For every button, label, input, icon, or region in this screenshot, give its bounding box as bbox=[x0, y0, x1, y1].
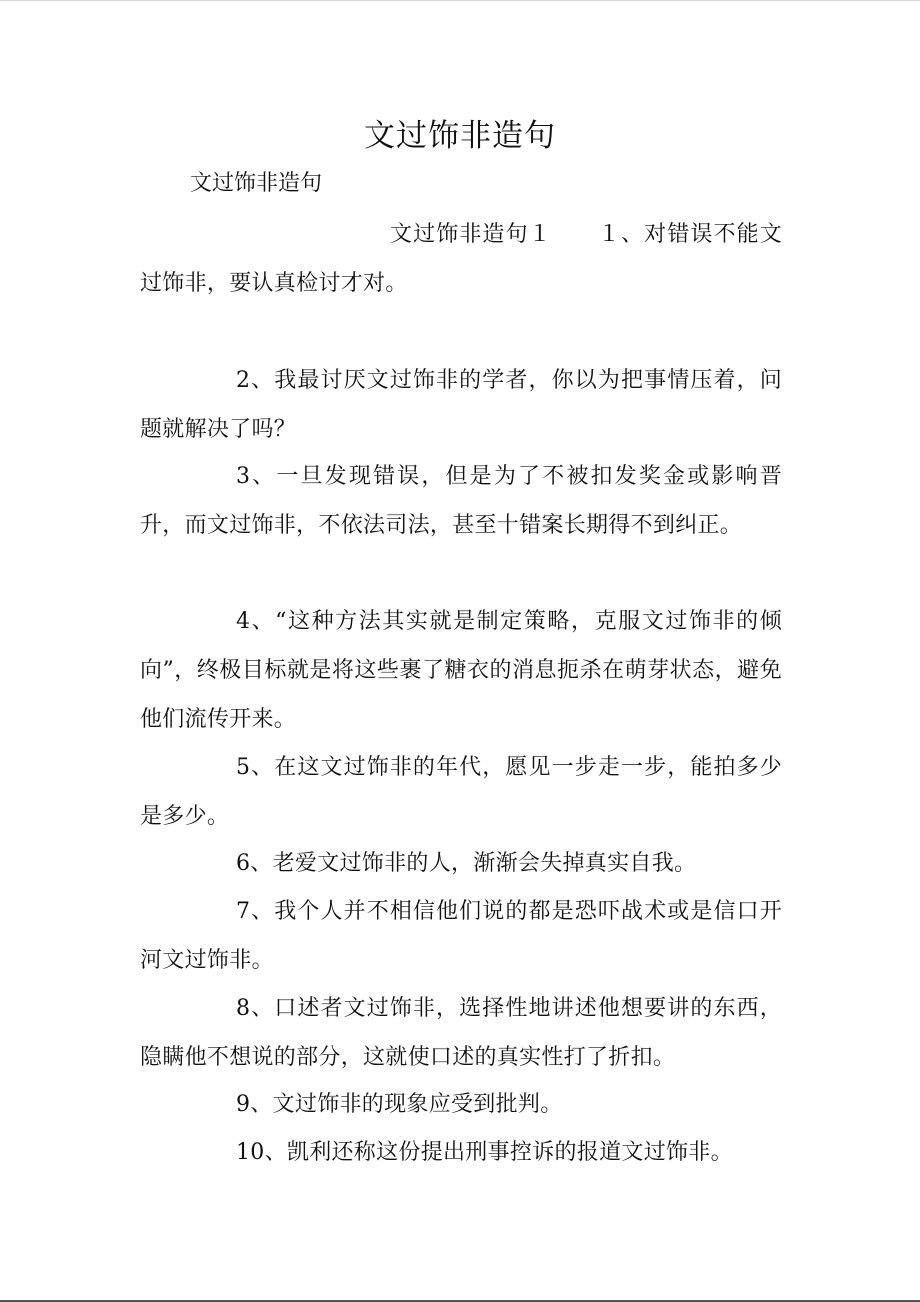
page-title: 文过饰非造句 bbox=[364, 118, 556, 154]
paragraph-10: 10、凯利还称这份提出刑事控诉的报道文过饰非。 bbox=[236, 1140, 733, 1165]
paragraph-4: 4、“这种方法其实就是制定策略，克服文过饰非的倾向”，终极目标就是将这些裹了糖衣的消息扼杀在萌芽状态，避免他们流传开来。 bbox=[140, 609, 782, 732]
paragraph-1: 文过饰非造句１ １、对错误不能文过饰非，要认真检讨才对。 bbox=[140, 222, 782, 296]
paragraph-8: 8、口述者文过饰非，选择性地讲述他想要讲的东西，隐瞒他不想说的部分，这就使口述的真实性打了折扣。 bbox=[140, 996, 782, 1070]
page-subtitle: 文过饰非造句 bbox=[190, 171, 323, 196]
paragraph-6: 6、老爱文过饰非的人，渐渐会失掉真实自我。 bbox=[236, 851, 697, 876]
paragraph-5: 5、在这文过饰非的年代，愿见一步走一步，能拍多少是多少。 bbox=[140, 755, 782, 829]
paragraph-2: 2、我最讨厌文过饰非的学者，你以为把事情压着，问题就解决了吗？ bbox=[140, 368, 782, 442]
paragraph-9: 9、文过饰非的现象应受到批判。 bbox=[236, 1092, 563, 1117]
paragraph-7: 7、我个人并不相信他们说的都是恐吓战术或是信口开河文过饰非。 bbox=[140, 899, 782, 973]
paragraph-3: 3、一旦发现错误，但是为了不被扣发奖金或影响晋升，而文过饰非，不依法司法，甚至十错案长期得不到纠正。 bbox=[140, 464, 782, 538]
top-divider bbox=[0, 0, 920, 1]
